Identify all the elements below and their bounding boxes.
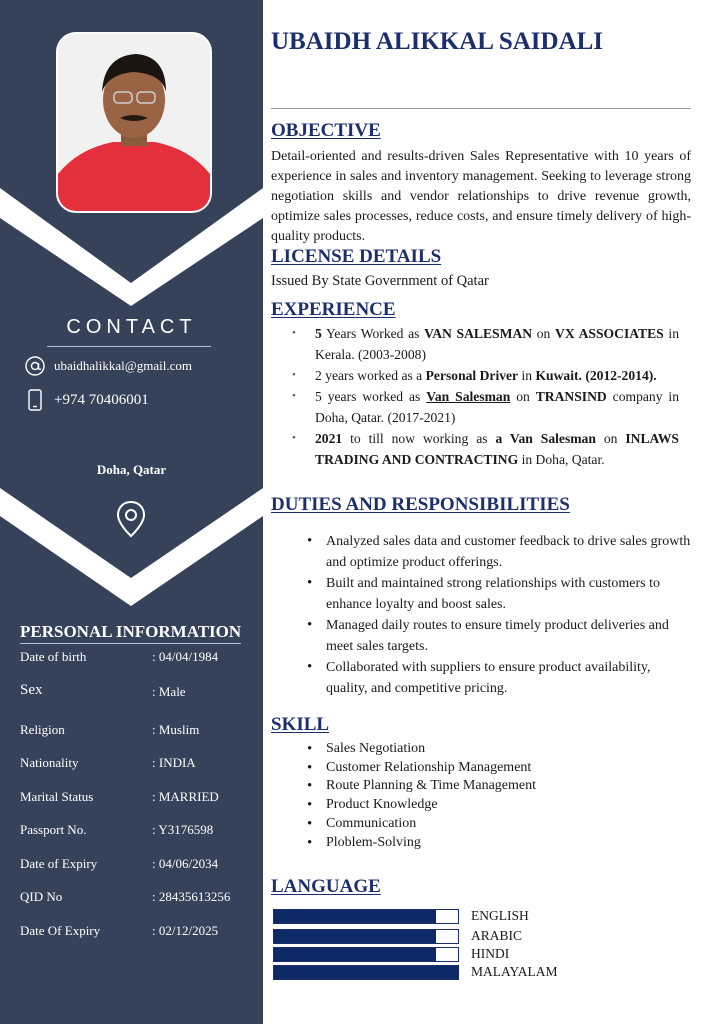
personal-value: : 04/06/2034 bbox=[152, 856, 219, 871]
duty-item: • Analyzed sales data and customer feedback to drive sales growth and optimize product offerings. bbox=[271, 531, 695, 573]
language-row bbox=[273, 908, 529, 924]
skill-list bbox=[271, 740, 536, 852]
language-heading: LANGUAGE bbox=[271, 876, 381, 897]
language-level-fill bbox=[274, 910, 436, 923]
phone-row[interactable] bbox=[24, 389, 149, 411]
language-name: MALAYALAM bbox=[471, 964, 558, 979]
profile-photo bbox=[56, 32, 212, 213]
personal-value: : Y3176598 bbox=[152, 822, 214, 837]
personal-label: QID No bbox=[20, 889, 63, 904]
skill-item: • Product Knowledge bbox=[271, 796, 536, 815]
person-portrait-icon bbox=[58, 34, 210, 211]
experience-item: • 2 years worked as a Personal Driver in Kuwait. (2012-2014). bbox=[271, 365, 679, 386]
skill-item: • Route Planning & Time Management bbox=[271, 777, 536, 796]
city-location: Doha, Qatar bbox=[96, 462, 167, 477]
experience-item: • 2021 to till now working as a Van Salesman on INLAWS TRADING AND CONTRACTING in Doha, Qatar. bbox=[271, 428, 679, 470]
personal-value: : 04/04/1984 bbox=[152, 649, 219, 664]
duty-item: • Built and maintained strong relationships with customers to enhance loyalty and boost sales. bbox=[271, 573, 695, 615]
experience-item: • 5 years worked as Van Salesman on TRANSIND company in Doha, Qatar. (2017-2021) bbox=[271, 386, 679, 428]
skill-item: • Ploblem-Solving bbox=[271, 834, 536, 853]
language-name: ENGLISH bbox=[471, 908, 529, 923]
email-at-icon bbox=[24, 355, 46, 377]
personal-value: : Male bbox=[152, 684, 186, 699]
email-address[interactable]: ubaidhalikkal@gmail.com bbox=[54, 358, 192, 373]
language-level-fill bbox=[274, 966, 458, 979]
personal-label: Religion bbox=[20, 722, 65, 737]
sidebar bbox=[0, 0, 263, 1024]
language-name: HINDI bbox=[471, 946, 510, 961]
language-level-fill bbox=[274, 948, 436, 961]
skill-item: • Sales Negotiation bbox=[271, 740, 536, 759]
language-level-bar bbox=[273, 909, 459, 924]
personal-value: : MARRIED bbox=[152, 789, 219, 804]
language-row bbox=[273, 946, 509, 962]
language-row bbox=[273, 964, 558, 980]
personal-value: : Muslim bbox=[152, 722, 200, 737]
personal-value: : INDIA bbox=[152, 755, 196, 770]
personal-information-heading: PERSONAL INFORMATION bbox=[20, 622, 241, 644]
personal-value: : 28435613256 bbox=[152, 889, 231, 904]
skill-item: • Communication bbox=[271, 815, 536, 834]
personal-value: : 02/12/2025 bbox=[152, 923, 219, 938]
personal-label: Date of birth bbox=[20, 649, 87, 664]
duties-heading: DUTIES AND RESPONSIBILITIES bbox=[271, 494, 570, 515]
contact-divider bbox=[47, 346, 211, 347]
email-row[interactable] bbox=[24, 355, 192, 377]
location-pin-icon bbox=[116, 500, 146, 538]
personal-label: Date Of Expiry bbox=[20, 923, 101, 938]
phone-icon bbox=[24, 389, 46, 411]
skill-item: • Customer Relationship Management bbox=[271, 759, 536, 778]
experience-item: • 5 Years Worked as VAN SALESMAN on VX ASSOCIATES in Kerala. (2003-2008) bbox=[271, 323, 679, 365]
experience-heading: EXPERIENCE bbox=[271, 299, 396, 320]
phone-number[interactable]: +974 70406001 bbox=[54, 391, 149, 408]
duty-item: • Collaborated with suppliers to ensure product availability, quality, and competitive pricing. bbox=[271, 657, 695, 699]
language-level-bar bbox=[273, 947, 459, 962]
personal-label: Marital Status bbox=[20, 789, 94, 804]
objective-text: Detail-oriented and results-driven Sales Representative with 10 years of experience in sales and inventory management. Seeking to leverage strong negotiation skills and vendor relationships to drive revenue growth, optimize sales processes, reduce costs, and ensure timely delivery of high-quality products. bbox=[271, 149, 691, 244]
experience-list bbox=[271, 323, 679, 470]
contact-heading: CONTACT bbox=[66, 316, 197, 338]
candidate-name: UBAIDH ALIKKAL SAIDALI bbox=[271, 28, 604, 55]
language-row bbox=[273, 928, 522, 944]
personal-label: Date of Expiry bbox=[20, 856, 98, 871]
license-heading: LICENSE DETAILS bbox=[271, 246, 442, 267]
duty-item: • Managed daily routes to ensure timely product deliveries and meet sales targets. bbox=[271, 615, 695, 657]
language-name: ARABIC bbox=[471, 928, 523, 943]
name-divider bbox=[271, 108, 691, 109]
personal-label: Sex bbox=[20, 682, 43, 698]
objective-heading: OBJECTIVE bbox=[271, 120, 381, 141]
personal-label: Passport No. bbox=[20, 822, 87, 837]
language-level-bar bbox=[273, 965, 459, 980]
duties-list bbox=[271, 531, 695, 699]
skill-heading: SKILL bbox=[271, 714, 330, 735]
license-text: Issued By State Government of Qatar bbox=[271, 273, 489, 289]
language-level-bar bbox=[273, 929, 459, 944]
language-level-fill bbox=[274, 930, 436, 943]
personal-label: Nationality bbox=[20, 755, 79, 770]
